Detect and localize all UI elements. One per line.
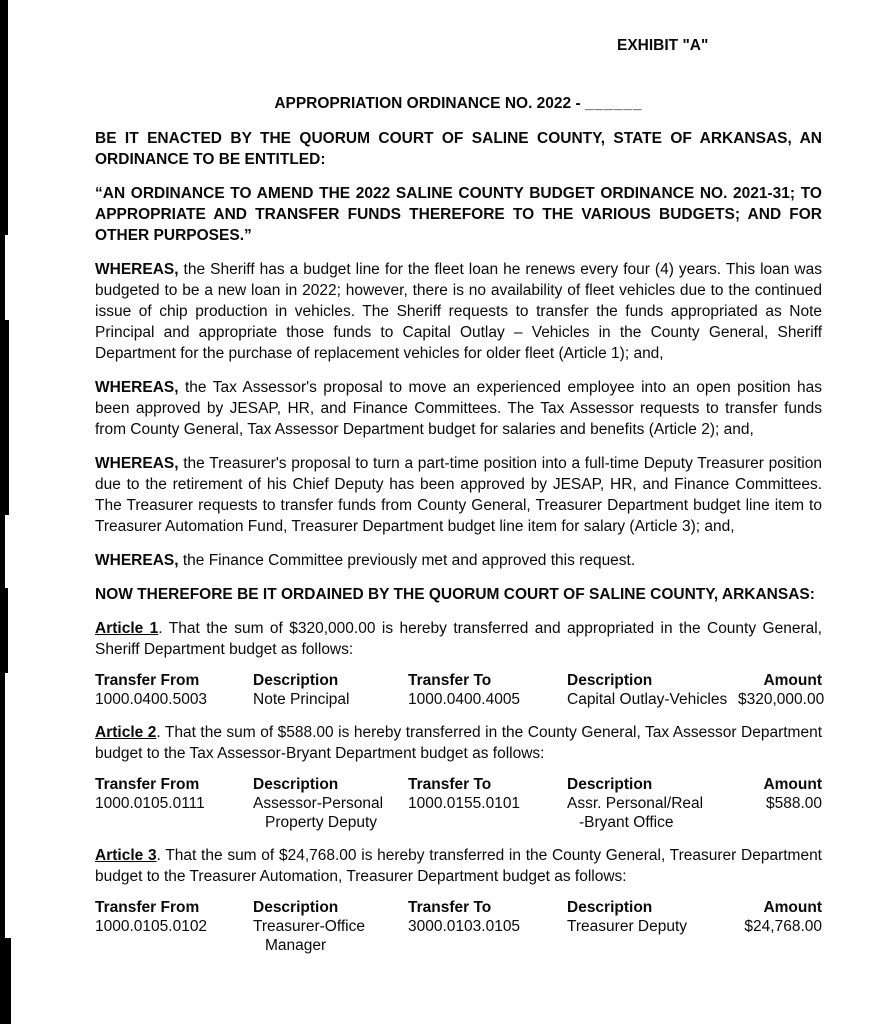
article-2-paragraph (95, 722, 822, 764)
whereas-lead: WHEREAS, (95, 379, 179, 396)
ordinance-number-blank: ______ (584, 95, 643, 112)
document-title (95, 93, 822, 114)
cell-transfer-to-code: 3000.0103.0105 (408, 918, 521, 935)
article-2-label: Article 2 (95, 724, 157, 741)
cell-transfer-from-code: 1000.0105.0102 (95, 918, 208, 935)
article-2-text: . That the sum of $588.00 is hereby transferred in the County General, Tax Assessor Department budget to the Tax Assessor-Bryant Department budget as follows: (95, 724, 822, 762)
article-1-transfer-table (95, 671, 825, 709)
col-header-amount: Amount (763, 672, 822, 689)
article-2-transfer-table (95, 775, 822, 832)
cell-amount: $320,000.00 (738, 691, 825, 708)
ordinance-title-quote: “AN ORDINANCE TO AMEND THE 2022 SALINE COUNTY BUDGET ORDINANCE NO. 2021-31; TO APPROPRIATE AND TRANSFER FUNDS THEREFORE TO THE VARIOUS BUDGETS; AND FOR OTHER PURPOSES.” (95, 185, 822, 244)
col-header-amount: Amount (763, 899, 822, 916)
article-1-paragraph (95, 618, 822, 660)
exhibit-label: EXHIBIT "A" (617, 37, 709, 54)
col-header-transfer-from: Transfer From (95, 776, 200, 793)
cell-description-to (567, 917, 738, 955)
col-header-description-to: Description (567, 899, 653, 916)
whereas-clause-1 (95, 259, 822, 364)
document-title-text: APPROPRIATION ORDINANCE NO. 2022 - (274, 95, 585, 112)
whereas-clause-3 (95, 453, 822, 537)
article-3-transfer-table (95, 898, 822, 955)
cell-transfer-to-code: 1000.0400.4005 (408, 691, 521, 708)
description-line-1: Assr. Personal/Real (567, 795, 704, 812)
cell-amount: $24,768.00 (744, 918, 822, 935)
cell-description-from (253, 794, 408, 832)
cell-description-to (567, 794, 738, 832)
whereas-clause-2 (95, 377, 822, 440)
article-1-label: Article 1 (95, 620, 159, 637)
cell-description-from (253, 690, 408, 709)
whereas-text: the Tax Assessor's proposal to move an experienced employee into an open position has been approved by JESAP, HR, and Finance Committees. The Tax Assessor requests to transfer funds from County General, Tax Assessor Department budget for salaries and benefits (Article 2); and, (95, 379, 822, 438)
col-header-transfer-to: Transfer To (408, 672, 492, 689)
description-line-1: Treasurer Deputy (567, 918, 688, 935)
article-3-label: Article 3 (95, 847, 157, 864)
cell-transfer-from-code: 1000.0105.0111 (95, 795, 205, 812)
col-header-description-from: Description (253, 672, 339, 689)
description-line-1: Assessor-Personal (253, 795, 384, 812)
whereas-lead: WHEREAS, (95, 261, 179, 278)
scan-blot-artifact (0, 320, 9, 515)
whereas-lead: WHEREAS, (95, 552, 179, 569)
col-header-amount: Amount (763, 776, 822, 793)
enacting-clause: BE IT ENACTED BY THE QUORUM COURT OF SALINE COUNTY, STATE OF ARKANSAS, AN ORDINANCE TO BE ENTITLED: (95, 130, 822, 168)
cell-description-to (567, 690, 738, 709)
cell-description-from (253, 917, 408, 955)
cell-amount: $588.00 (765, 795, 822, 812)
col-header-transfer-to: Transfer To (408, 776, 492, 793)
document-page (95, 35, 825, 955)
col-header-description-to: Description (567, 776, 653, 793)
article-3-text: . That the sum of $24,768.00 is hereby transferred in the County General, Treasurer Department budget to the Treasurer Automation, Treasurer Department budget as follows: (95, 847, 822, 885)
description-line-2: -Bryant Office (579, 814, 674, 831)
scan-blot-artifact (0, 588, 8, 673)
col-header-description-to: Description (567, 672, 653, 689)
article-1-text: . That the sum of $320,000.00 is hereby transferred and appropriated in the County General, Sheriff Department budget as follows: (95, 620, 822, 658)
description-line-2: Property Deputy (265, 814, 377, 831)
description-line-1: Treasurer-Office (253, 918, 365, 935)
ordaining-clause: NOW THEREFORE BE IT ORDAINED BY THE QUORUM COURT OF SALINE COUNTY, ARKANSAS: (95, 586, 815, 603)
cell-transfer-from-code: 1000.0400.5003 (95, 691, 208, 708)
scan-blot-artifact (0, 0, 8, 235)
whereas-text: the Treasurer's proposal to turn a part-time position into a full-time Deputy Treasurer position due to the retirement of his Chief Deputy has been approved by JESAP, HR, and Finance Committees. The Treasurer requests to transfer funds from County General, Treasurer Department budget line item to Treasurer Automation Fund, Treasurer Department budget line item for salary (Article 3); and, (95, 455, 822, 535)
whereas-text: the Finance Committee previously met and approved this request. (178, 552, 636, 569)
col-header-description-from: Description (253, 776, 339, 793)
col-header-transfer-from: Transfer From (95, 899, 200, 916)
cell-transfer-to-code: 1000.0155.0101 (408, 795, 521, 812)
whereas-clause-4 (95, 550, 822, 571)
description-line-1: Capital Outlay-Vehicles (567, 691, 728, 708)
description-line-2: Manager (265, 937, 327, 954)
col-header-transfer-from: Transfer From (95, 672, 200, 689)
col-header-description-from: Description (253, 899, 339, 916)
whereas-text: the Sheriff has a budget line for the fleet loan he renews every four (4) years. This loan was budgeted to be a new loan in 2022; however, there is no availability of fleet vehicles due to the continued issue of chip production in vehicles. The Sheriff requests to transfer the funds appropriated as Note Principal and appropriate those funds to Capital Outlay – Vehicles in the County General, Sheriff Department for the purchase of replacement vehicles for older fleet (Article 1); and, (95, 261, 822, 362)
scan-blot-artifact (0, 938, 11, 1024)
article-3-paragraph (95, 845, 822, 887)
col-header-transfer-to: Transfer To (408, 899, 492, 916)
description-line-1: Note Principal (253, 691, 350, 708)
whereas-lead: WHEREAS, (95, 455, 179, 472)
